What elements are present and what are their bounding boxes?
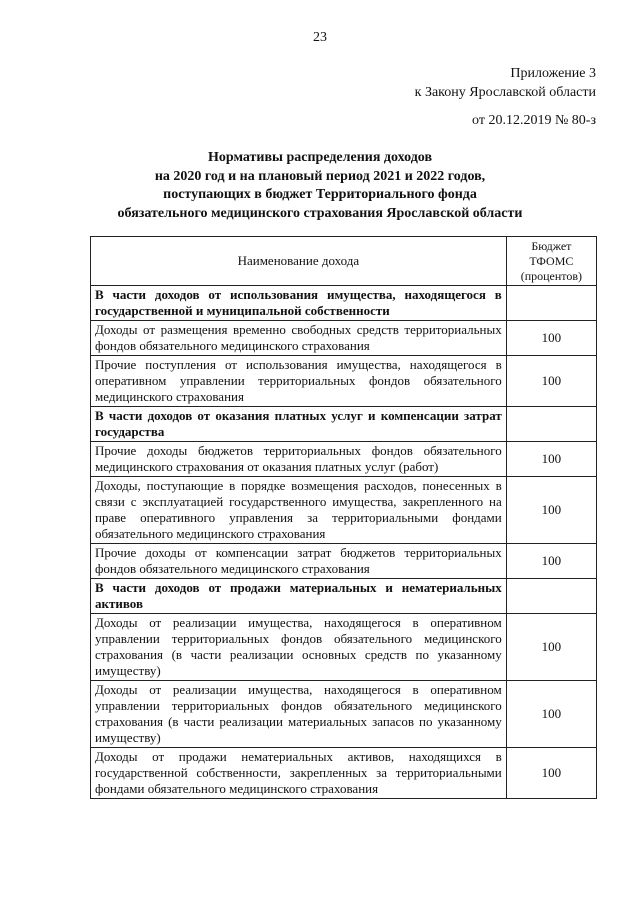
table-body xyxy=(91,286,597,799)
budget-percent-cell: 100 xyxy=(506,614,596,681)
budget-percent-cell xyxy=(506,579,596,614)
income-name-cell: Прочие доходы от компенсации затрат бюджетов территориальных фондов обязательного медицинского страхования xyxy=(91,544,507,579)
title-line-3: поступающих в бюджет Территориального фонда xyxy=(163,187,477,202)
income-name-cell: Доходы от реализации имущества, находящегося в оперативном управлении территориальных фондов обязательного медицинского страхования (в части реализации материальных запасов по указанному имуществу) xyxy=(91,681,507,748)
table-header-row xyxy=(91,237,597,286)
income-name-cell: Доходы от размещения временно свободных средств территориальных фондов обязательного медицинского страхования xyxy=(91,321,507,356)
table-row xyxy=(91,442,597,477)
section-heading: В части доходов от продажи материальных и нематериальных активов xyxy=(91,579,507,614)
budget-percent-cell: 100 xyxy=(506,748,596,799)
table-row xyxy=(91,356,597,407)
header-income-name: Наименование дохода xyxy=(91,237,507,286)
table-row xyxy=(91,614,597,681)
budget-percent-cell xyxy=(506,286,596,321)
income-name-cell: Доходы от реализации имущества, находящегося в оперативном управлении территориальных фондов обязательного медицинского страхования (в части реализации основных средств по указанному имуществу) xyxy=(91,614,507,681)
table-row xyxy=(91,321,597,356)
appendix-line-1: Приложение 3 xyxy=(510,66,596,81)
budget-percent-cell: 100 xyxy=(506,681,596,748)
income-distribution-table xyxy=(90,236,597,799)
budget-percent-cell: 100 xyxy=(506,356,596,407)
income-name-cell: Доходы от продажи нематериальных активов, находящихся в государственной собственности, закрепленных за территориальными фондами обязательного медицинского страхования xyxy=(91,748,507,799)
table-row xyxy=(91,477,597,544)
appendix-date: от 20.12.2019 № 80-з xyxy=(472,113,596,128)
section-heading: В части доходов от оказания платных услуг и компенсации затрат государства xyxy=(91,407,507,442)
section-heading: В части доходов от использования имущества, находящегося в государственной и муниципальной собственности xyxy=(91,286,507,321)
page-number: 23 xyxy=(313,30,327,45)
appendix-line-2: к Закону Ярославской области xyxy=(414,85,596,100)
table-row xyxy=(91,748,597,799)
table-section-row xyxy=(91,407,597,442)
title-line-2: на 2020 год и на плановый период 2021 и 2022 годов, xyxy=(154,168,486,184)
income-name-cell: Прочие доходы бюджетов территориальных фондов обязательного медицинского страхования от оказания платных услуг (работ) xyxy=(91,442,507,477)
table-section-row xyxy=(91,286,597,321)
table-row xyxy=(91,681,597,748)
appendix-block xyxy=(415,64,596,130)
income-name-cell: Прочие поступления от использования имущества, находящегося в оперативном управлении территориальных фондов обязательного медицинского страхования xyxy=(91,356,507,407)
budget-percent-cell: 100 xyxy=(506,544,596,579)
income-name-cell: Доходы, поступающие в порядке возмещения расходов, понесенных в связи с эксплуатацией государственного имущества, закрепленного на праве оперативного управления за территориальными фондами обязательного медицинского страхования xyxy=(91,477,507,544)
table-row xyxy=(91,544,597,579)
budget-percent-cell: 100 xyxy=(506,442,596,477)
budget-percent-cell: 100 xyxy=(506,477,596,544)
budget-percent-cell: 100 xyxy=(506,321,596,356)
title-line-1: Нормативы распределения доходов xyxy=(207,150,433,165)
budget-percent-cell xyxy=(506,407,596,442)
table-section-row xyxy=(91,579,597,614)
title-line-4: обязательного медицинского страхования Ярославской области xyxy=(117,205,523,221)
header-budget-percent: Бюджет ТФОМС (процентов) xyxy=(506,237,596,286)
document-title xyxy=(0,149,640,223)
